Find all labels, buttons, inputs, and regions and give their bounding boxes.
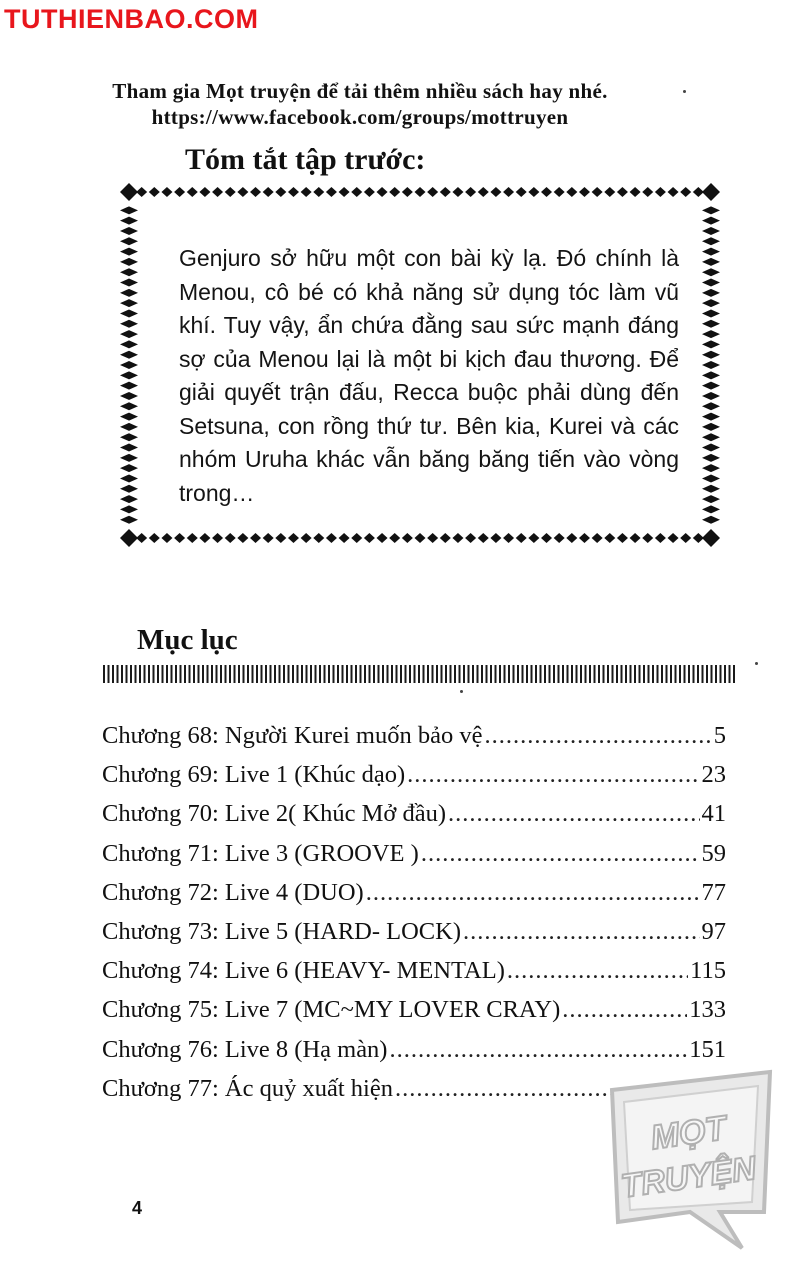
frame-diamond: [655, 187, 666, 197]
frame-diamond: [528, 187, 539, 197]
frame-diamond: [693, 533, 704, 543]
frame-diamond: [702, 423, 720, 431]
frame-diamond: [275, 187, 286, 197]
frame-diamond: [187, 187, 198, 197]
toc-entry-page: 133: [689, 996, 726, 1024]
frame-diamond: [478, 187, 489, 197]
frame-diamond: [465, 533, 476, 543]
frame-diamond: [693, 187, 704, 197]
frame-diamond: [161, 187, 172, 197]
recap-body: Genjuro sở hữu một con bài kỳ lạ. Đó chính là Menou, cô bé có khả năng sử dụng tóc làm vũ khí. Tuy vậy, ẩn chứa đằng sau sức mạnh đáng sợ của Menou lại là một bi kịch đau thương. Để giải quyết trận đấu, Recca buộc phải dùng đến Setsuna, con rồng thứ tư. Bên kia, Kurei và các nhóm Uruha khác vẫn băng băng tiến vào vòng trong…: [179, 245, 679, 506]
toc-leader: [389, 1036, 687, 1064]
frame-diamond: [702, 227, 720, 235]
toc-leader: [484, 722, 711, 750]
toc-entry: [102, 761, 726, 800]
frame-diamond: [174, 187, 185, 197]
frame-diamond: [120, 309, 138, 317]
toc-entry-title: Chương 71: Live 3 (GROOVE ): [102, 839, 419, 867]
frame-diamond: [503, 533, 514, 543]
frame-diamond: [490, 533, 501, 543]
toc-entry: [102, 800, 726, 839]
frame-diamond: [702, 340, 720, 348]
toc-tick-rule: [103, 665, 735, 683]
frame-diamond: [415, 533, 426, 543]
frame-diamond: [702, 183, 720, 201]
frame-diamond: [702, 258, 720, 266]
frame-diamond: [604, 187, 615, 197]
toc-title: Mục lục: [137, 624, 238, 656]
frame-diamond: [440, 187, 451, 197]
toc-entry: [102, 722, 726, 761]
frame-diamond: [579, 187, 590, 197]
frame-diamond: [617, 187, 628, 197]
toc-entry-title: Chương 76: Live 8 (Hạ màn): [102, 1035, 388, 1063]
frame-diamond: [579, 533, 590, 543]
toc-list: [102, 722, 726, 1114]
frame-diamond: [120, 237, 138, 245]
frame-diamond: [592, 187, 603, 197]
frame-diamond: [301, 187, 312, 197]
frame-diamond: [702, 433, 720, 441]
frame-diamond: [120, 361, 138, 369]
frame-diamond: [702, 206, 720, 214]
frame-diamond: [120, 495, 138, 503]
frame-diamond: [702, 268, 720, 276]
frame-diamond: [554, 187, 565, 197]
toc-entry-page: 41: [701, 800, 726, 828]
frame-diamond: [120, 320, 138, 328]
frame-diamond: [702, 361, 720, 369]
frame-diamond: [120, 413, 138, 421]
frame-diamond: [149, 533, 160, 543]
toc-leader: [448, 800, 699, 828]
frame-diamond: [187, 533, 198, 543]
frame-diamond: [351, 533, 362, 543]
frame-diamond: [351, 187, 362, 197]
frame-diamond: [516, 187, 527, 197]
toc-entry-page: 5: [713, 722, 726, 749]
frame-left-border: [120, 206, 138, 523]
frame-bottom-border: [120, 529, 720, 547]
frame-diamond: [702, 382, 720, 390]
group-notice: [0, 78, 720, 130]
toc-entry: [102, 918, 726, 957]
frame-diamond: [288, 187, 299, 197]
frame-diamond: [225, 533, 236, 543]
frame-diamond: [212, 187, 223, 197]
frame-diamond: [680, 187, 691, 197]
toc-leader: [562, 996, 687, 1024]
frame-diamond: [566, 187, 577, 197]
frame-diamond: [680, 533, 691, 543]
frame-diamond: [120, 330, 138, 338]
toc-entry: [102, 957, 726, 996]
frame-diamond: [427, 187, 438, 197]
frame-diamond: [120, 392, 138, 400]
toc-entry-title: Chương 68: Người Kurei muốn bảo vệ: [102, 722, 483, 749]
frame-diamond: [364, 187, 375, 197]
watermark-line2: TRUYỆN: [618, 1148, 759, 1205]
frame-diamond: [668, 187, 679, 197]
frame-diamond: [702, 505, 720, 513]
toc-entry: [102, 879, 726, 918]
frame-diamond: [642, 533, 653, 543]
frame-diamond: [702, 413, 720, 421]
toc-leader: [463, 918, 700, 946]
frame-diamond: [120, 206, 138, 214]
frame-diamond: [415, 187, 426, 197]
frame-diamond: [199, 533, 210, 543]
recap-title: Tóm tắt tập trước:: [185, 143, 426, 176]
frame-diamond: [702, 309, 720, 317]
toc-entry-page: 97: [701, 917, 726, 945]
frame-diamond: [120, 268, 138, 276]
frame-diamond: [136, 533, 147, 543]
frame-diamond: [377, 187, 388, 197]
frame-diamond: [161, 533, 172, 543]
frame-diamond: [541, 533, 552, 543]
frame-diamond: [702, 217, 720, 225]
toc-entry-title: Chương 69: Live 1 (Khúc dạo): [102, 761, 406, 789]
toc-entry-title: Chương 77: Ác quỷ xuất hiện: [102, 1074, 393, 1102]
frame-diamond: [339, 533, 350, 543]
group-notice-line: Tham gia Mọt truyện để tải thêm nhiều sách hay nhé.: [112, 79, 608, 103]
site-banner: TUTHIENBAO.COM: [4, 4, 259, 34]
frame-diamond: [313, 533, 324, 543]
page-number: 4: [132, 1198, 143, 1218]
frame-diamond: [120, 454, 138, 462]
frame-diamond: [120, 227, 138, 235]
frame-diamond: [120, 217, 138, 225]
frame-diamond: [120, 464, 138, 472]
frame-diamond: [120, 248, 138, 256]
frame-diamond: [604, 533, 615, 543]
frame-diamond: [516, 533, 527, 543]
frame-diamond: [237, 187, 248, 197]
frame-diamond: [275, 533, 286, 543]
frame-diamond: [554, 533, 565, 543]
frame-diamond: [120, 351, 138, 359]
toc-entry-page: 23: [701, 761, 726, 789]
frame-diamond: [503, 187, 514, 197]
frame-diamond: [490, 187, 501, 197]
frame-top-border: [120, 183, 720, 201]
frame-diamond: [702, 392, 720, 400]
frame-diamond: [702, 299, 720, 307]
frame-diamond: [440, 533, 451, 543]
frame-diamond: [149, 187, 160, 197]
frame-diamond: [427, 533, 438, 543]
frame-diamond: [389, 187, 400, 197]
toc-leader: [421, 840, 700, 868]
toc-entry-title: Chương 70: Live 2( Khúc Mở đầu): [102, 800, 447, 828]
frame-diamond: [702, 248, 720, 256]
frame-diamond: [263, 187, 274, 197]
frame-diamond: [702, 351, 720, 359]
frame-diamond: [702, 371, 720, 379]
frame-diamond: [301, 533, 312, 543]
frame-diamond: [402, 533, 413, 543]
toc-entry-page: 115: [690, 957, 726, 985]
frame-diamond: [120, 371, 138, 379]
group-url: https://www.facebook.com/groups/mottruyen: [151, 105, 569, 129]
frame-diamond: [120, 183, 138, 201]
frame-diamond: [377, 533, 388, 543]
frame-diamond: [541, 187, 552, 197]
frame-diamond: [702, 444, 720, 452]
frame-diamond: [136, 187, 147, 197]
frame-diamond: [702, 464, 720, 472]
frame-diamond: [630, 187, 641, 197]
toc-entry-page: 151: [689, 1035, 726, 1063]
toc-entry-title: Chương 74: Live 6 (HEAVY- MENTAL): [102, 957, 505, 985]
toc-entry: [102, 840, 726, 879]
page-speck: [683, 90, 686, 93]
frame-diamond: [313, 187, 324, 197]
toc-entry-title: Chương 75: Live 7 (MC~MY LOVER CRAY): [102, 996, 561, 1024]
frame-diamond: [120, 516, 138, 524]
frame-diamond: [702, 474, 720, 482]
page-speck: [460, 690, 463, 693]
frame-diamond: [702, 529, 720, 547]
toc-entry: [102, 996, 726, 1035]
frame-diamond: [402, 187, 413, 197]
frame-diamond: [225, 187, 236, 197]
frame-diamond: [630, 533, 641, 543]
frame-diamond: [702, 289, 720, 297]
frame-diamond: [250, 533, 261, 543]
frame-diamond: [120, 382, 138, 390]
frame-diamond: [617, 533, 628, 543]
frame-diamond: [120, 433, 138, 441]
frame-diamond: [702, 330, 720, 338]
frame-diamond: [668, 533, 679, 543]
toc-entry-page: 77: [701, 878, 726, 906]
frame-diamond: [655, 533, 666, 543]
frame-diamond: [120, 505, 138, 513]
frame-diamond: [702, 320, 720, 328]
frame-diamond: [263, 533, 274, 543]
frame-diamond: [120, 258, 138, 266]
toc-leader: [507, 957, 688, 985]
frame-diamond: [120, 279, 138, 287]
frame-diamond: [326, 187, 337, 197]
frame-diamond: [250, 187, 261, 197]
frame-diamond: [702, 279, 720, 287]
frame-diamond: [465, 187, 476, 197]
frame-diamond: [702, 495, 720, 503]
frame-diamond: [528, 533, 539, 543]
toc-leader: [366, 879, 700, 907]
frame-diamond: [702, 237, 720, 245]
frame-diamond: [212, 533, 223, 543]
frame-diamond: [566, 533, 577, 543]
page-speck: [755, 662, 758, 665]
mot-truyen-watermark-logo: [602, 1062, 782, 1252]
frame-diamond: [339, 187, 350, 197]
frame-diamond: [199, 187, 210, 197]
watermark-line1: MỌT: [648, 1109, 729, 1158]
frame-diamond: [364, 533, 375, 543]
frame-diamond: [120, 529, 138, 547]
frame-diamond: [174, 533, 185, 543]
frame-diamond: [702, 402, 720, 410]
frame-diamond: [120, 340, 138, 348]
frame-diamond: [326, 533, 337, 543]
frame-diamond: [120, 444, 138, 452]
frame-right-border: [702, 206, 720, 523]
toc-entry-title: Chương 72: Live 4 (DUO): [102, 878, 364, 906]
frame-diamond: [237, 533, 248, 543]
frame-diamond: [702, 516, 720, 524]
frame-diamond: [702, 485, 720, 493]
toc-entry-title: Chương 73: Live 5 (HARD- LOCK): [102, 917, 461, 945]
frame-diamond: [120, 289, 138, 297]
frame-diamond: [452, 533, 463, 543]
frame-diamond: [592, 533, 603, 543]
frame-diamond: [120, 423, 138, 431]
frame-diamond: [478, 533, 489, 543]
frame-diamond: [389, 533, 400, 543]
frame-diamond: [288, 533, 299, 543]
toc-leader: [407, 761, 699, 789]
frame-diamond: [452, 187, 463, 197]
frame-diamond: [120, 474, 138, 482]
toc-entry-page: 59: [701, 839, 726, 867]
frame-diamond: [120, 402, 138, 410]
frame-diamond: [120, 299, 138, 307]
frame-diamond: [642, 187, 653, 197]
frame-diamond: [702, 454, 720, 462]
frame-diamond: [120, 485, 138, 493]
